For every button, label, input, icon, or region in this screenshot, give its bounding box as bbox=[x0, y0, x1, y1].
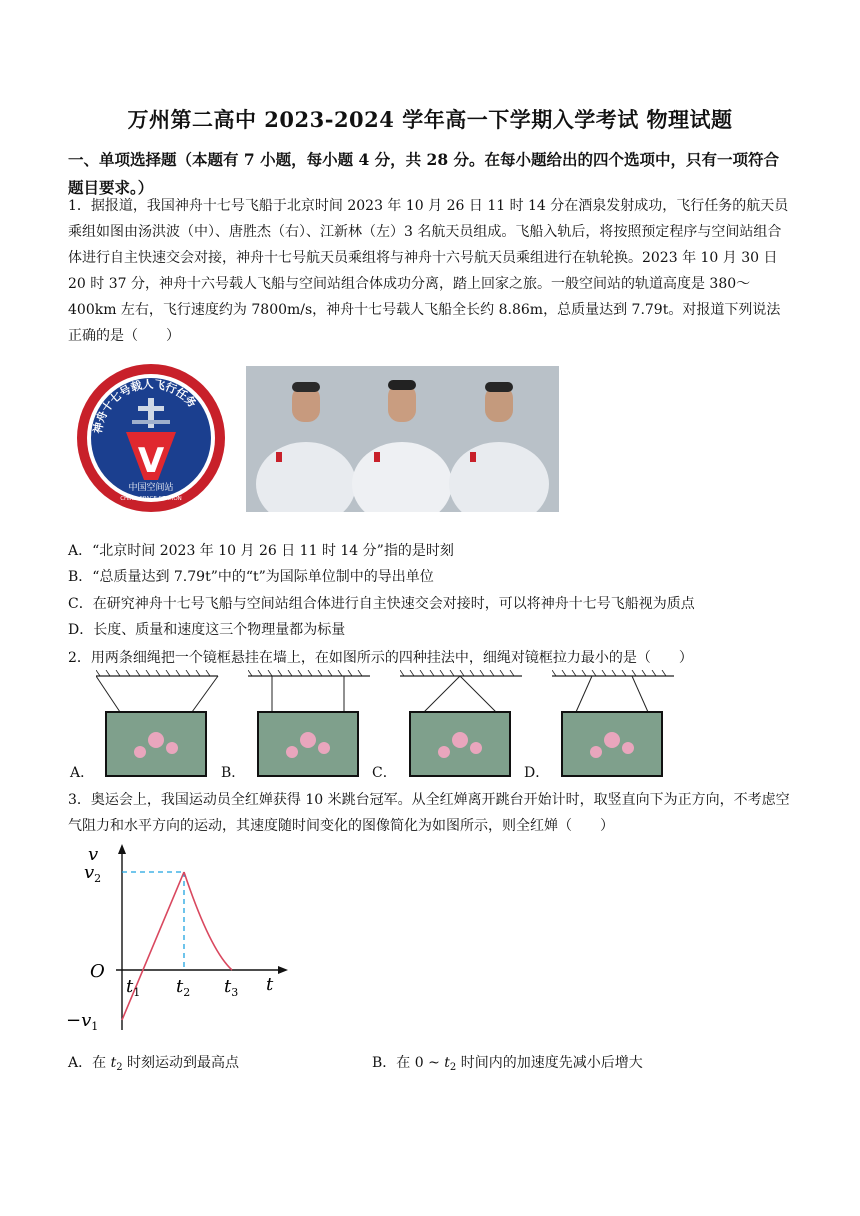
logo-mark: V bbox=[137, 441, 165, 481]
frame-label-a: A． bbox=[70, 765, 95, 781]
mission-logo-image bbox=[68, 362, 234, 514]
question-1-option-b: B．“总质量达到 7.79t”中的“t”为国际单位制中的导出单位 bbox=[68, 569, 434, 585]
velocity-time-graph bbox=[60, 840, 300, 1040]
logo-text-bottom: 中国空间站 bbox=[128, 483, 174, 493]
logo-text-en: CHINA SPACE STATION bbox=[120, 496, 182, 502]
question-1-option-a: A．“北京时间 2023 年 10 月 26 日 11 时 14 分”指的是时刻 bbox=[68, 543, 454, 559]
section-heading: 一、单项选择题（本题有 7 小题，每小题 4 分，共 28 分。在每小题给出的四个选项中，只有一项符合题目要求。） bbox=[68, 150, 780, 197]
question-3-option-a: A．在 $t_2$ 时刻运动到最高点 bbox=[68, 1055, 240, 1073]
t2-label: $t_2$ bbox=[176, 976, 191, 999]
question-3-option-b: B．在 0 ~ $t_2$ 时间内的加速度先减小后增大 bbox=[372, 1055, 643, 1073]
question-1-option-d: D．长度、质量和速度这三个物理量都为标量 bbox=[68, 622, 346, 638]
logo-text-top: 神舟十七号载人飞行任务 bbox=[91, 377, 199, 435]
hanging-frame-d bbox=[552, 670, 682, 780]
frame-label-b: B． bbox=[221, 765, 246, 781]
t1-label: $t_1$ bbox=[126, 976, 141, 999]
frame-label-d: D． bbox=[524, 765, 550, 781]
hanging-frame-b bbox=[248, 670, 378, 780]
question-1-option-c: C．在研究神舟十七号飞船与空间站组合体进行自主快速交会对接时，可以将神舟十七号飞船视为质点 bbox=[68, 596, 695, 612]
origin-label: O bbox=[90, 961, 105, 982]
question-2-stem: 2．用两条细绳把一个镜框悬挂在墙上，在如图所示的四种挂法中，细绳对镜框拉力最小的是（ ） bbox=[68, 650, 693, 666]
velocity-line-rising bbox=[122, 872, 184, 1020]
t-axis-label: t bbox=[266, 974, 274, 995]
v-axis-label: v bbox=[88, 844, 99, 865]
question-1-stem: 1．据报道，我国神舟十七号飞船于北京时间 2023 年 10 月 26 日 11 时 14 分在酒泉发射成功，飞行任务的航天员乘组如图由汤洪波（中）、唐胜杰（右）、江新林（左）3 名航天员组成。飞船入轨后，将按照预定程序与空间站组合体进行自主快速交会对接，神舟十七号航天员乘组将与神舟十六号航天员乘组进行在轨轮换。2023 年 10 月 30 日 20 时 37 分，神舟十六号载人飞船与空间站组合体成功分离，踏上回家之旅。一般空间站的轨道高度是 380～400km 左右，飞行速度约为 7800m/s，神舟十七号载人飞船全长约 8.86m，总质量达到 7.79t。对报道下列说法正确的是（ ） bbox=[68, 198, 789, 344]
t3-label: $t_3$ bbox=[224, 976, 239, 999]
neg-v1-label: $-v_1$ bbox=[66, 1010, 99, 1033]
hanging-frame-c bbox=[400, 670, 530, 780]
velocity-curve-falling bbox=[184, 872, 232, 970]
hanging-frame-a bbox=[96, 670, 226, 780]
question-3-stem: 3．奥运会上，我国运动员全红婵获得 10 米跳台冠军。从全红婵离开跳台开始计时，取竖直向下为正方向，不考虑空气阻力和水平方向的运动，其速度随时间变化的图像简化为如图所示，则全红婵（ ） bbox=[68, 792, 790, 834]
frame-label-c: C． bbox=[372, 765, 397, 781]
astronauts-photo bbox=[246, 366, 559, 512]
v2-label: $v_2$ bbox=[84, 862, 102, 885]
page-title: 万州第二高中 2023-2024 学年高一下学期入学考试 物理试题 bbox=[127, 107, 733, 132]
